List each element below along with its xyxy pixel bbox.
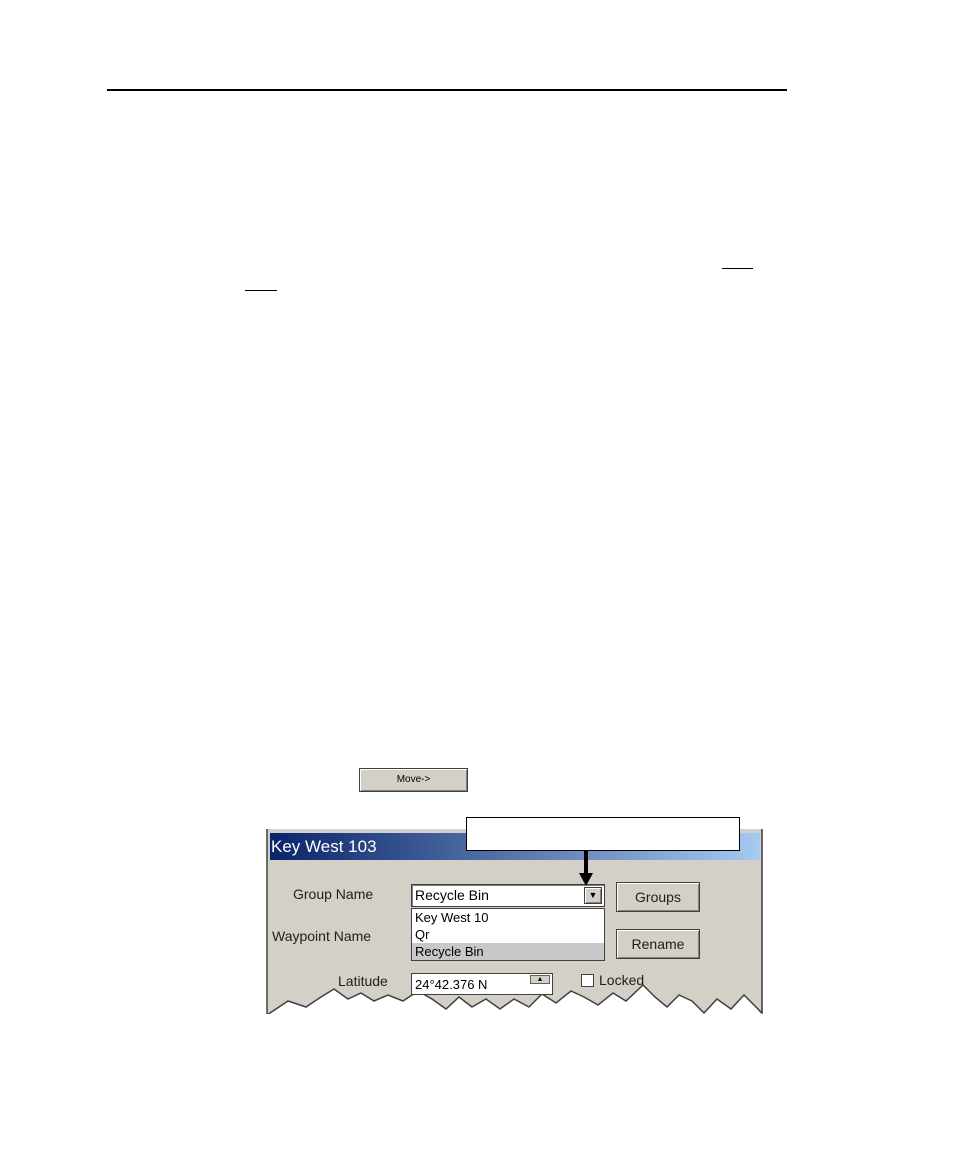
move-button[interactable]: Move-> [359, 768, 468, 792]
locked-label: Locked [599, 972, 645, 988]
arrow-down-icon [578, 851, 594, 887]
triangle-down-icon[interactable]: ▼ [584, 887, 602, 904]
group-name-value: Recycle Bin [415, 887, 489, 903]
group-option-recycle-bin[interactable]: Recycle Bin [412, 943, 604, 960]
header-rule [107, 89, 787, 91]
callout-box [466, 817, 740, 851]
group-option-key-west-10[interactable]: Key West 10 [415, 910, 489, 925]
group-name-label: Group Name [293, 886, 374, 902]
group-option-qr[interactable]: Qr [415, 927, 430, 942]
latitude-input[interactable] [411, 973, 553, 995]
waypoint-name-label: Waypoint Name [272, 928, 372, 944]
latitude-value: 24°42.376 N [415, 977, 488, 992]
group-name-combobox[interactable] [411, 884, 605, 907]
group-dropdown-list[interactable] [411, 908, 605, 961]
latitude-label: Latitude [338, 973, 388, 989]
underline-mark [245, 290, 277, 291]
dialog-title: Key West 103 [271, 837, 377, 856]
rename-button[interactable]: Rename [616, 929, 700, 959]
locked-checkbox[interactable] [581, 974, 594, 987]
groups-button[interactable]: Groups [616, 882, 700, 912]
underline-mark [722, 268, 753, 269]
spin-up-icon[interactable]: ▲ [530, 975, 550, 984]
waypoint-dialog [266, 829, 763, 1014]
